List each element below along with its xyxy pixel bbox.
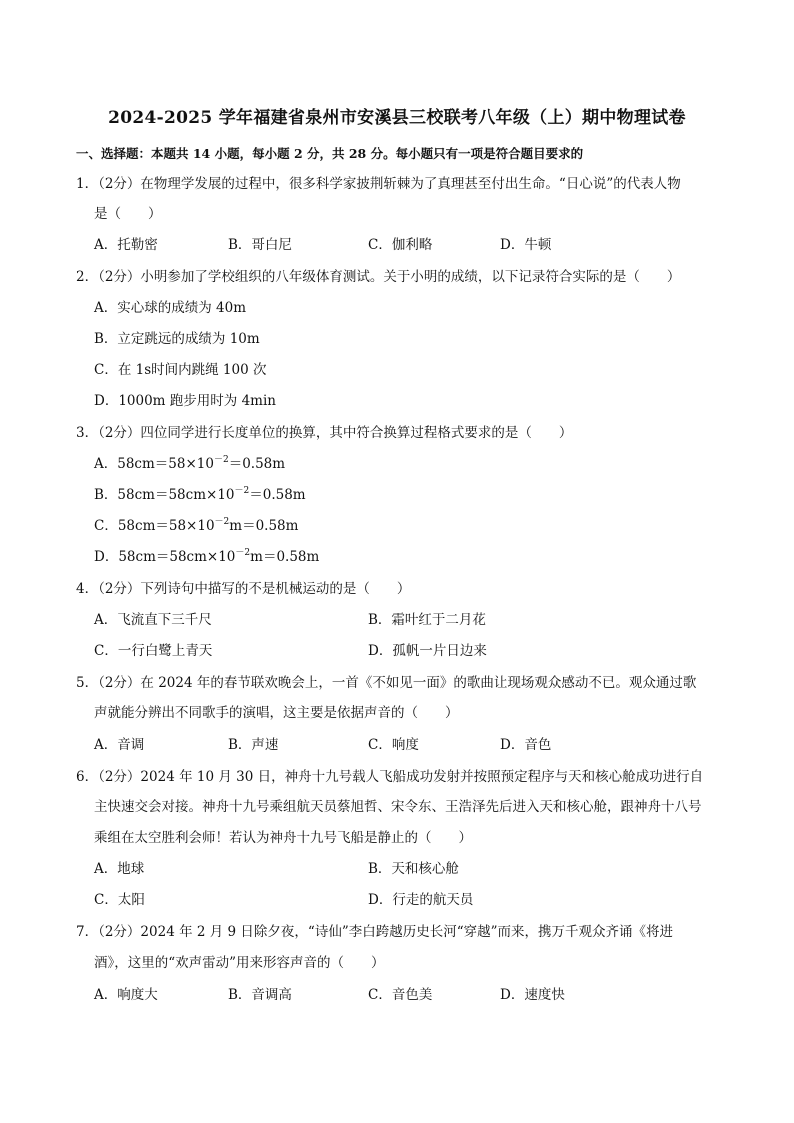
question-3-line-1: 3．（2分）四位同学进行长度单位的换算，其中符合换算过程格式要求的是（ ）	[76, 425, 573, 441]
question-6-line-3: 乘组在太空胜利会师！若认为神舟十九号飞船是静止的（ ）	[94, 830, 472, 846]
question-1-option-b: B．哥白尼	[228, 237, 292, 253]
page-title: 2024-2025 学年福建省泉州市安溪县三校联考八年级（上）期中物理试卷	[108, 108, 686, 128]
question-2-option-d: D．1000m 跑步用时为 4min	[94, 393, 276, 409]
question-2-option-a: A．实心球的成绩为 40m	[94, 300, 247, 316]
question-1-option-d: D．牛顿	[500, 237, 552, 253]
question-2-option-b: B．立定跳远的成绩为 10m	[94, 331, 260, 347]
question-7-option-c: C．音色美	[368, 987, 433, 1003]
question-7-line-2: 酒》，这里的“欢声雷动”用来形容声音的（ ）	[94, 955, 385, 971]
question-1-line-2: 是（ ）	[94, 206, 162, 222]
question-6-option-b: B．天和核心舱	[368, 861, 459, 877]
question-5-line-1: 5．（2分）在 2024 年的春节联欢晚会上，一首《不如见一面》的歌曲让现场观众感动不已。观众通过歌	[76, 675, 697, 691]
question-4-line-1: 4．（2分）下列诗句中描写的不是机械运动的是（ ）	[76, 581, 411, 597]
question-7-option-d: D．速度快	[500, 987, 565, 1003]
question-4-option-c: C．一行白鹭上青天	[94, 643, 213, 659]
question-6-option-c: C．太阳	[94, 892, 145, 908]
question-6-line-2: 主快速交会对接。神舟十九号乘组航天员蔡旭哲、宋令东、王浩泽先后进入天和核心舱，跟神舟十八号	[94, 799, 702, 815]
question-4-option-a: A．飞流直下三千尺	[94, 612, 212, 628]
question-6-line-1: 6．（2分）2024 年 10 月 30 日，神舟十九号载人飞船成功发射并按照预定程序与天和核心舱成功进行自	[76, 769, 704, 785]
question-6-option-a: A．地球	[94, 861, 145, 877]
question-3-option-b: B．$58cm=58cm\times 10^{-2}=0.58m$	[94, 486, 306, 503]
question-3-option-d: D．$58cm=58cm\times 10^{-2}m=0.58m$	[94, 548, 320, 565]
section-heading: 一、选择题：本题共 14 小题，每小题 2 分，共 28 分。每小题只有一项是符合题目要求的	[76, 146, 584, 161]
question-3-option-a: A．$58cm=58\times 10^{-2}=0.58m$	[94, 455, 286, 472]
question-5-option-a: A．音调	[94, 737, 145, 753]
question-2-option-c: C．在 1s时间内跳绳 100 次	[94, 362, 267, 378]
question-7-line-1: 7．（2分）2024 年 2 月 9 日除夕夜，“诗仙”李白跨越历史长河“穿越”而来，携万千观众齐诵《将进	[76, 924, 674, 940]
question-6-option-d: D．行走的航天员	[368, 892, 474, 908]
question-5-line-2: 声就能分辨出不同歌手的演唱，这主要是依据声音的（ ）	[94, 705, 459, 721]
question-4-option-d: D．孤帆一片日边来	[368, 643, 487, 659]
question-5-option-b: B．声速	[228, 737, 279, 753]
question-2-line-1: 2．（2分）小明参加了学校组织的八年级体育测试。关于小明的成绩，以下记录符合实际的是（ ）	[76, 269, 681, 285]
question-7-option-b: B．音调高	[228, 987, 292, 1003]
question-1-option-c: C．伽利略	[368, 237, 433, 253]
question-4-option-b: B．霜叶红于二月花	[368, 612, 486, 628]
question-1-line-1: 1．（2分）在物理学发展的过程中，很多科学家披荆斩棘为了真理甚至付出生命。“日心说”的代表人物	[76, 176, 681, 192]
question-3-option-c: C．$58cm=58\times 10^{-2}m=0.58m$	[94, 517, 299, 534]
question-5-option-c: C．响度	[368, 737, 419, 753]
question-1-option-a: A．托勒密	[94, 237, 158, 253]
question-7-option-a: A．响度大	[94, 987, 158, 1003]
question-5-option-d: D．音色	[500, 737, 552, 753]
